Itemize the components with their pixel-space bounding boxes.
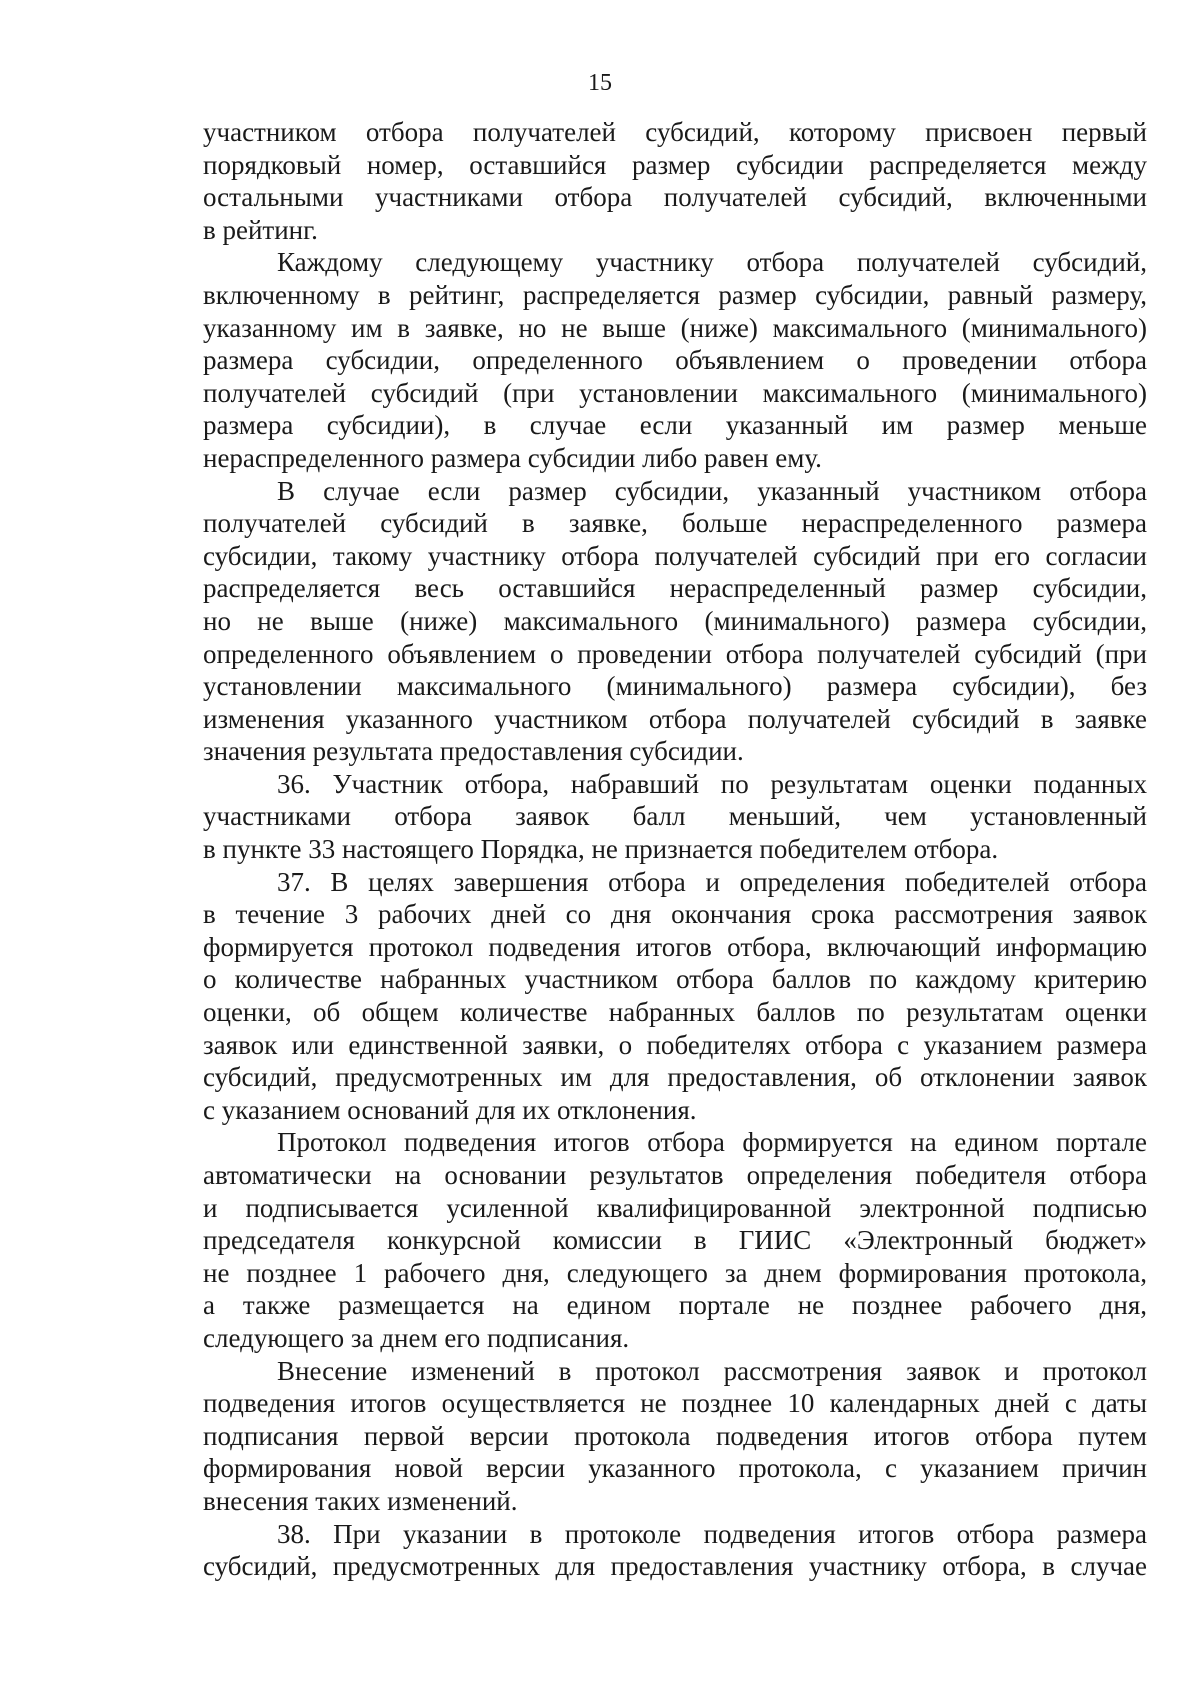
text-line: подписания первой версии протокола подведения итогов отбора путем (203, 1420, 1147, 1451)
text-line: в рейтинг. (203, 214, 318, 245)
text-line: остальными участниками отбора получателей субсидий, включенными (203, 182, 1147, 213)
text-line: автоматически на основании результатов определения победителя отбора (203, 1160, 1147, 1190)
paragraph-p6 (203, 1126, 1147, 1354)
text-line: но не выше (ниже) максимального (минимального) размера субсидии, (203, 605, 1147, 636)
text-line: о количестве набранных участником отбора баллов по каждому критерию (203, 964, 1147, 995)
paragraph-p3 (203, 475, 1147, 768)
text-line: в пункте 33 настоящего Порядка, не признается победителем отбора. (203, 834, 999, 865)
text-line: размера субсидии, определенного объявлением о проведении отбора (203, 345, 1147, 376)
text-line: подведения итогов осуществляется не позднее 10 календарных дней с даты (203, 1388, 1147, 1419)
text-line: оценки, об общем количестве набранных баллов по результатам оценки (203, 997, 1147, 1028)
text-line: Протокол подведения итогов отбора формируется на едином портале (277, 1127, 1147, 1158)
text-line: указанному им в заявке, но не выше (ниже) максимального (минимального) (203, 312, 1147, 343)
text-line: определенного объявлением о проведении отбора получателей субсидий (при (203, 638, 1147, 669)
paragraph-p2 (203, 246, 1147, 474)
text-line: субсидии, такому участнику отбора получателей субсидий при его согласии (203, 540, 1147, 571)
paragraph-p1 (203, 116, 1147, 246)
text-line: субсидий, предусмотренных для предоставления участнику отбора, в случае (203, 1551, 1147, 1582)
text-line: в течение 3 рабочих дней со дня окончания срока рассмотрения заявок (203, 899, 1147, 930)
text-line: включенному в рейтинг, распределяется размер субсидии, равный размеру, (203, 279, 1147, 310)
text-line: формируется протокол подведения итогов отбора, включающий информацию (203, 931, 1147, 962)
text-line: 38. При указании в протоколе подведения итогов отбора размера (277, 1518, 1147, 1549)
text-line: участниками отбора заявок балл меньший, чем установленный (203, 801, 1147, 832)
text-line: участником отбора получателей субсидий, которому присвоен первый (203, 117, 1147, 147)
text-line: а также размещается на едином портале не позднее рабочего дня, (203, 1290, 1147, 1321)
paragraph-p8 (203, 1518, 1147, 1583)
paragraph-p5 (203, 866, 1147, 1127)
text-line: не позднее 1 рабочего дня, следующего за днем формирования протокола, (203, 1257, 1147, 1288)
text-line: распределяется весь оставшийся нераспределенный размер субсидии, (203, 573, 1147, 604)
text-line: нераспределенного размера субсидии либо равен ему. (203, 442, 822, 473)
paragraph-p4 (203, 768, 1147, 866)
paragraph-p7 (203, 1355, 1147, 1518)
text-line: размера субсидии), в случае если указанный им размер меньше (203, 410, 1147, 441)
text-line: с указанием оснований для их отклонения. (203, 1094, 697, 1125)
text-line: изменения указанного участником отбора получателей субсидий в заявке (203, 703, 1147, 734)
text-line: значения результата предоставления субсидии. (203, 736, 744, 767)
text-line: заявок или единственной заявки, о победителях отбора с указанием размера (203, 1029, 1147, 1060)
text-line: порядковый номер, оставшийся размер субсидии распределяется между (203, 149, 1147, 180)
text-line: внесения таких изменений. (203, 1485, 518, 1516)
text-line: 36. Участник отбора, набравший по результатам оценки поданных (277, 768, 1147, 799)
text-line: установлении максимального (минимального) размера субсидии), без (203, 671, 1147, 702)
text-line: получателей субсидий (при установлении максимального (минимального) (203, 377, 1147, 408)
text-line: председателя конкурсной комиссии в ГИИС «Электронный бюджет» (203, 1225, 1147, 1256)
text-line: Каждому следующему участнику отбора получателей субсидий, (277, 247, 1147, 278)
document-body (203, 116, 1147, 1583)
text-line: и подписывается усиленной квалифицированной электронной подписью (203, 1192, 1147, 1223)
text-line: Внесение изменений в протокол рассмотрения заявок и протокол (277, 1355, 1147, 1386)
text-line: 37. В целях завершения отбора и определения победителей отбора (277, 866, 1147, 897)
text-line: формирования новой версии указанного протокола, с указанием причин (203, 1453, 1147, 1484)
text-line: субсидий, предусмотренных им для предоставления, об отклонении заявок (203, 1062, 1147, 1093)
text-line: получателей субсидий в заявке, больше нераспределенного размера (203, 508, 1147, 539)
page-number: 15 (588, 70, 612, 96)
text-line: В случае если размер субсидии, указанный участником отбора (277, 475, 1147, 506)
text-line: следующего за днем его подписания. (203, 1322, 630, 1353)
